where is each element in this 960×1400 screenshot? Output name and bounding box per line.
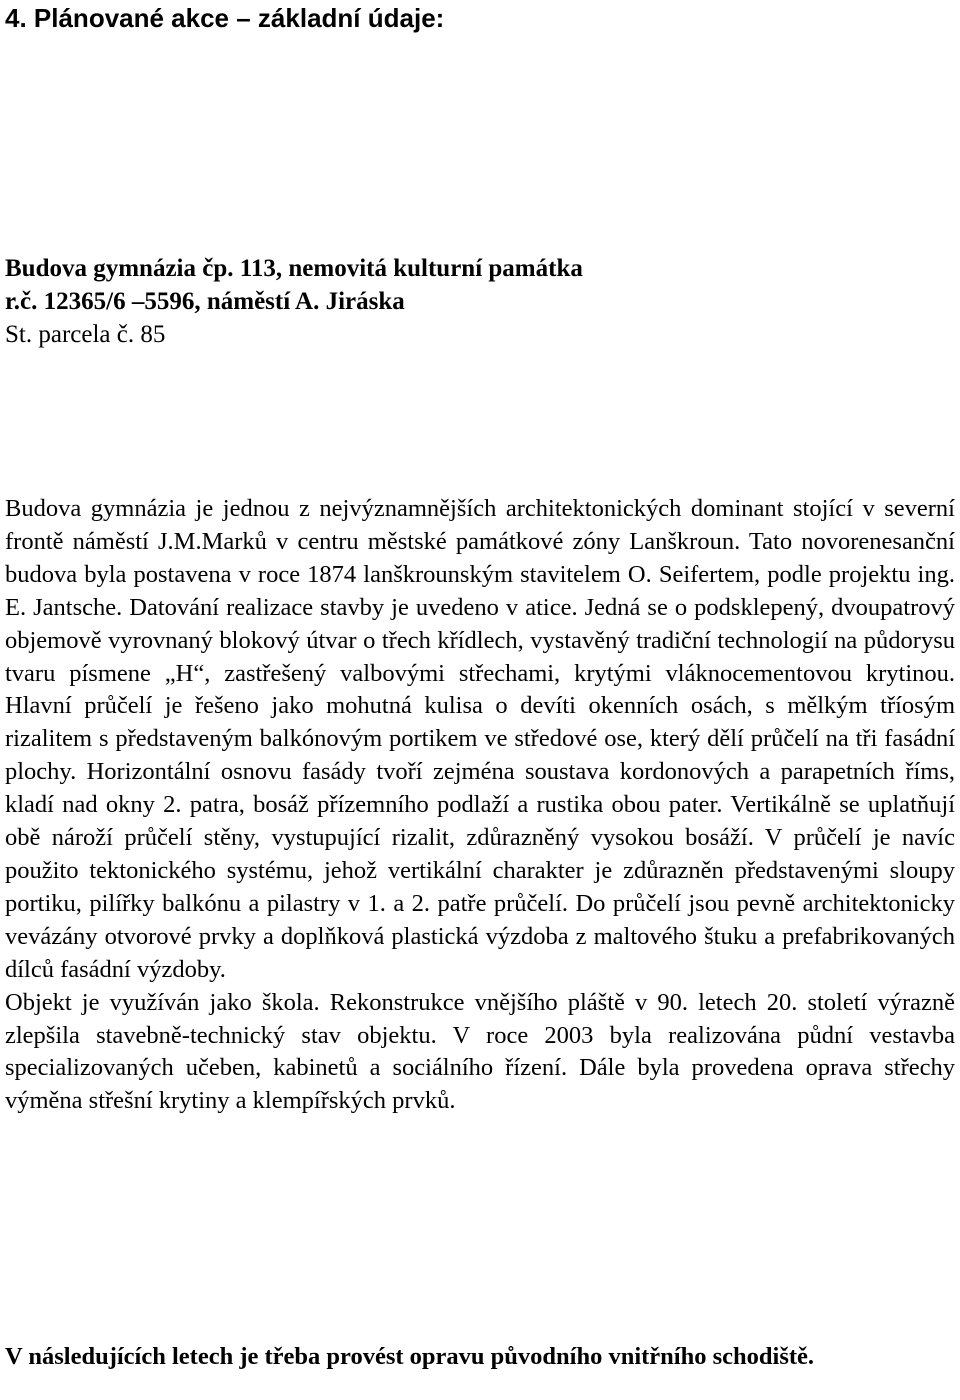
description-paragraph-history: Budova gymnázia je jednou z nejvýznamnějších architektonických dominant stojící v severní frontě náměstí J.M.Marků v centru městské památkové zóny Lanškroun. Tato novorenesanční budova byla postavena v roce 1874 lanškrounským stavitelem O. Seifertem, podle projektu ing. E. Jantsche. Datování realizace stavby je uvedeno v atice. Jedná se o podsklepený, dvoupatrový objemově vyrovnaný blokový útvar o třech křídlech, vystavěný tradiční technologií na půdorysu tvaru písmene „H“, zastřešený valbovými střechami, krytými vláknocementovou krytinou. Hlavní průčelí je řešeno jako mohutná kulisa o devíti okenních osách, s mělkým tříosým rizalitem s představeným balkónovým portikem ve středové ose, který dělí průčelí na tři fasádní plochy. Horizontální osnovu fasády tvoří zejména soustava kordonových a parapetních říms, kladí nad okny 2. patra, bosáž přízemního podlaží a rustika obou pater. Vertikálně se uplatňují obě nároží průčelí stěny, vystupující rizalit, zdůrazněný vysokou bosáží. V průčelí je navíc použito tektonického systému, jehož vertikální charakter je zdůrazněn představenými sloupy portiku, pilířky balkónu a pilastry v 1. a 2. patře průčelí. Do průčelí jsou pevně architektonicky vevázány otvorové prvky a doplňková plastická výzdoba z maltového štuku a prefabrikovaných dílců fasádní výzdoby. <box>5 495 955 983</box>
address-line-parcel: St. parcela č. 85 <box>5 321 166 348</box>
building-description <box>5 493 955 1118</box>
closing-note: V následujících letech je třeba provést opravu původního vnitřního schodiště. <box>5 1343 815 1370</box>
address-line-building: Budova gymnázia čp. 113, nemovitá kulturní památka <box>5 255 583 282</box>
section-heading: 4. Plánované akce – základní údaje: <box>5 3 445 33</box>
address-block <box>5 252 583 351</box>
description-paragraph-usage: Objekt je využíván jako škola. Rekonstrukce vnějšího pláště v 90. letech 20. století výrazně zlepšila stavebně-technický stav objektu. V roce 2003 byla realizována půdní vestavba specializovaných učeben, kabinetů a sociálního řízení. Dále byla provedena oprava střechy výměna střešní krytiny a klempířských prvků. <box>5 988 955 1115</box>
address-line-registry: r.č. 12365/6 –5596, náměstí A. Jiráska <box>5 288 405 315</box>
